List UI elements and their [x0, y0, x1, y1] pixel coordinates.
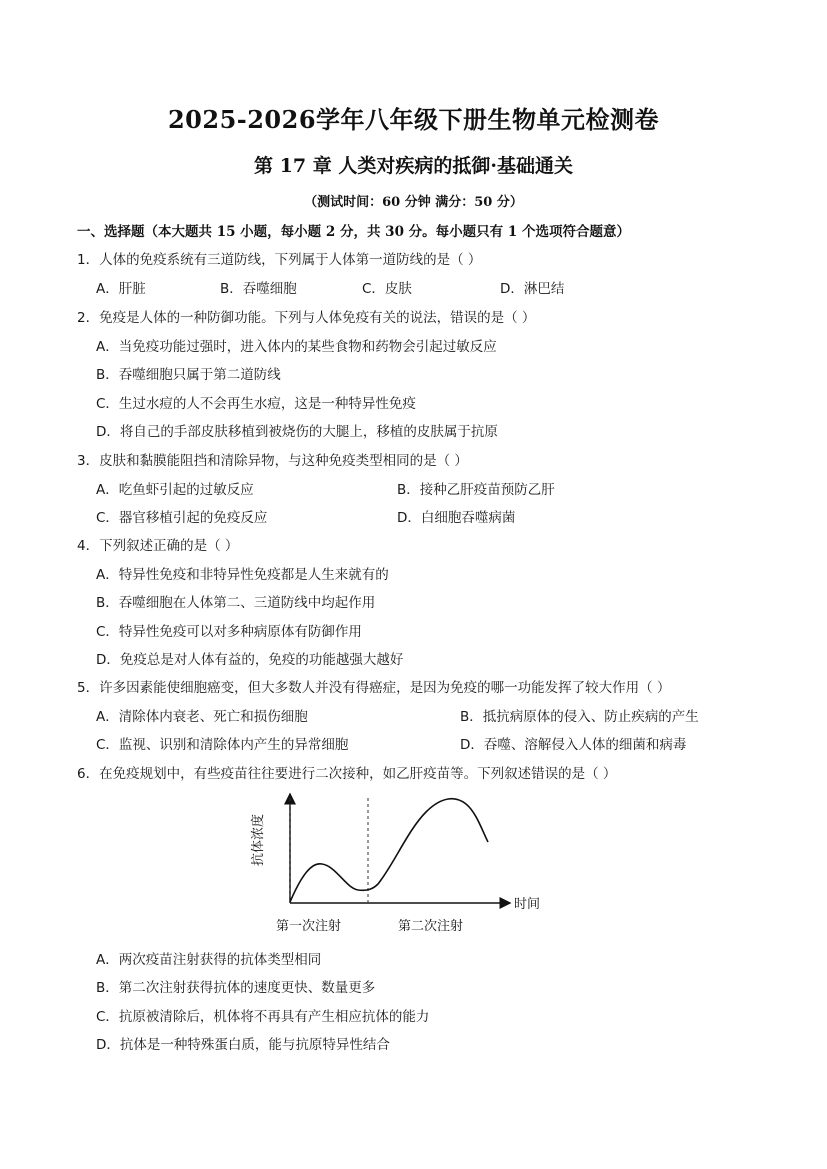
- chapter-subtitle: 第 17 章 人类对疾病的抵御·基础通关: [254, 155, 573, 177]
- q3-option-b: B．接种乙肝疫苗预防乙肝: [397, 482, 555, 498]
- antibody-curve: [290, 799, 488, 902]
- q2-option-a: A．当免疫功能过强时，进入体内的某些食物和药物会引起过敏反应: [96, 339, 497, 355]
- q4-option-b: B．吞噬细胞在人体第二、三道防线中均起作用: [96, 595, 376, 611]
- question-1-stem: 1．人体的免疫系统有三道防线，下列属于人体第一道防线的是（ ）: [77, 252, 482, 268]
- x-axis-label: 时间: [514, 897, 541, 912]
- first-injection-label: 第一次注射: [276, 919, 342, 934]
- q4-option-d: D．免疫总是对人体有益的，免疫的功能越强大越好: [96, 652, 404, 668]
- question-2-stem: 2．免疫是人体的一种防御功能。下列与人体免疫有关的说法，错误的是（ ）: [77, 310, 536, 326]
- q3-option-d: D．白细胞吞噬病菌: [397, 510, 516, 526]
- question-4-stem: 4．下列叙述正确的是（ ）: [77, 538, 239, 554]
- q1-option-c: C．皮肤: [362, 281, 412, 297]
- q2-option-c: C．生过水痘的人不会再生水痘，这是一种特异性免疫: [96, 396, 416, 412]
- section-heading: 一、选择题（本大题共 15 小题，每小题 2 分，共 30 分。每小题只有 1 个选项符合题意）: [77, 224, 630, 240]
- antibody-figure: [240, 790, 560, 940]
- y-axis-label: 抗体浓度: [251, 813, 266, 867]
- q6-option-b: B．第二次注射获得抗体的速度更快、数量更多: [96, 980, 376, 996]
- second-injection-label: 第二次注射: [398, 919, 464, 934]
- question-6-stem: 6．在免疫规划中，有些疫苗往往要进行二次接种，如乙肝疫苗等。下列叙述错误的是（ ）: [77, 766, 617, 782]
- q6-option-c: C．抗原被清除后，机体将不再具有产生相应抗体的能力: [96, 1009, 430, 1025]
- q3-option-a: A．吃鱼虾引起的过敏反应: [96, 482, 254, 498]
- q3-option-c: C．器官移植引起的免疫反应: [96, 510, 268, 526]
- q4-option-a: A．特异性免疫和非特异性免疫都是人生来就有的: [96, 567, 389, 583]
- q1-option-a: A．肝脏: [96, 281, 146, 297]
- question-3-stem: 3．皮肤和黏膜能阻挡和清除异物，与这种免疫类型相同的是（ ）: [77, 453, 468, 469]
- q2-option-d: D．将自己的手部皮肤移植到被烧伤的大腿上，移植的皮肤属于抗原: [96, 424, 498, 440]
- q5-option-b: B．抵抗病原体的侵入、防止疾病的产生: [460, 709, 699, 725]
- q4-option-c: C．特异性免疫可以对多种病原体有防御作用: [96, 624, 362, 640]
- q6-option-d: D．抗体是一种特殊蛋白质，能与抗原特异性结合: [96, 1037, 390, 1053]
- q5-option-d: D．吞噬、溶解侵入人体的细菌和病毒: [460, 737, 687, 753]
- q5-option-a: A．清除体内衰老、死亡和损伤细胞: [96, 709, 308, 725]
- q6-option-a: A．两次疫苗注射获得的抗体类型相同: [96, 952, 322, 968]
- q1-option-b: B．吞噬细胞: [220, 281, 297, 297]
- page-title: 2025-2026学年八年级下册生物单元检测卷: [167, 105, 660, 134]
- q5-option-c: C．监视、识别和清除体内产生的异常细胞: [96, 737, 349, 753]
- test-meta: （测试时间：60 分钟 满分：50 分）: [304, 195, 523, 210]
- question-5-stem: 5．许多因素能使细胞癌变，但大多数人并没有得癌症，是因为免疫的哪一功能发挥了较大作用（ ）: [77, 680, 671, 696]
- q1-option-d: D．淋巴结: [500, 281, 565, 297]
- q2-option-b: B．吞噬细胞只属于第二道防线: [96, 367, 281, 383]
